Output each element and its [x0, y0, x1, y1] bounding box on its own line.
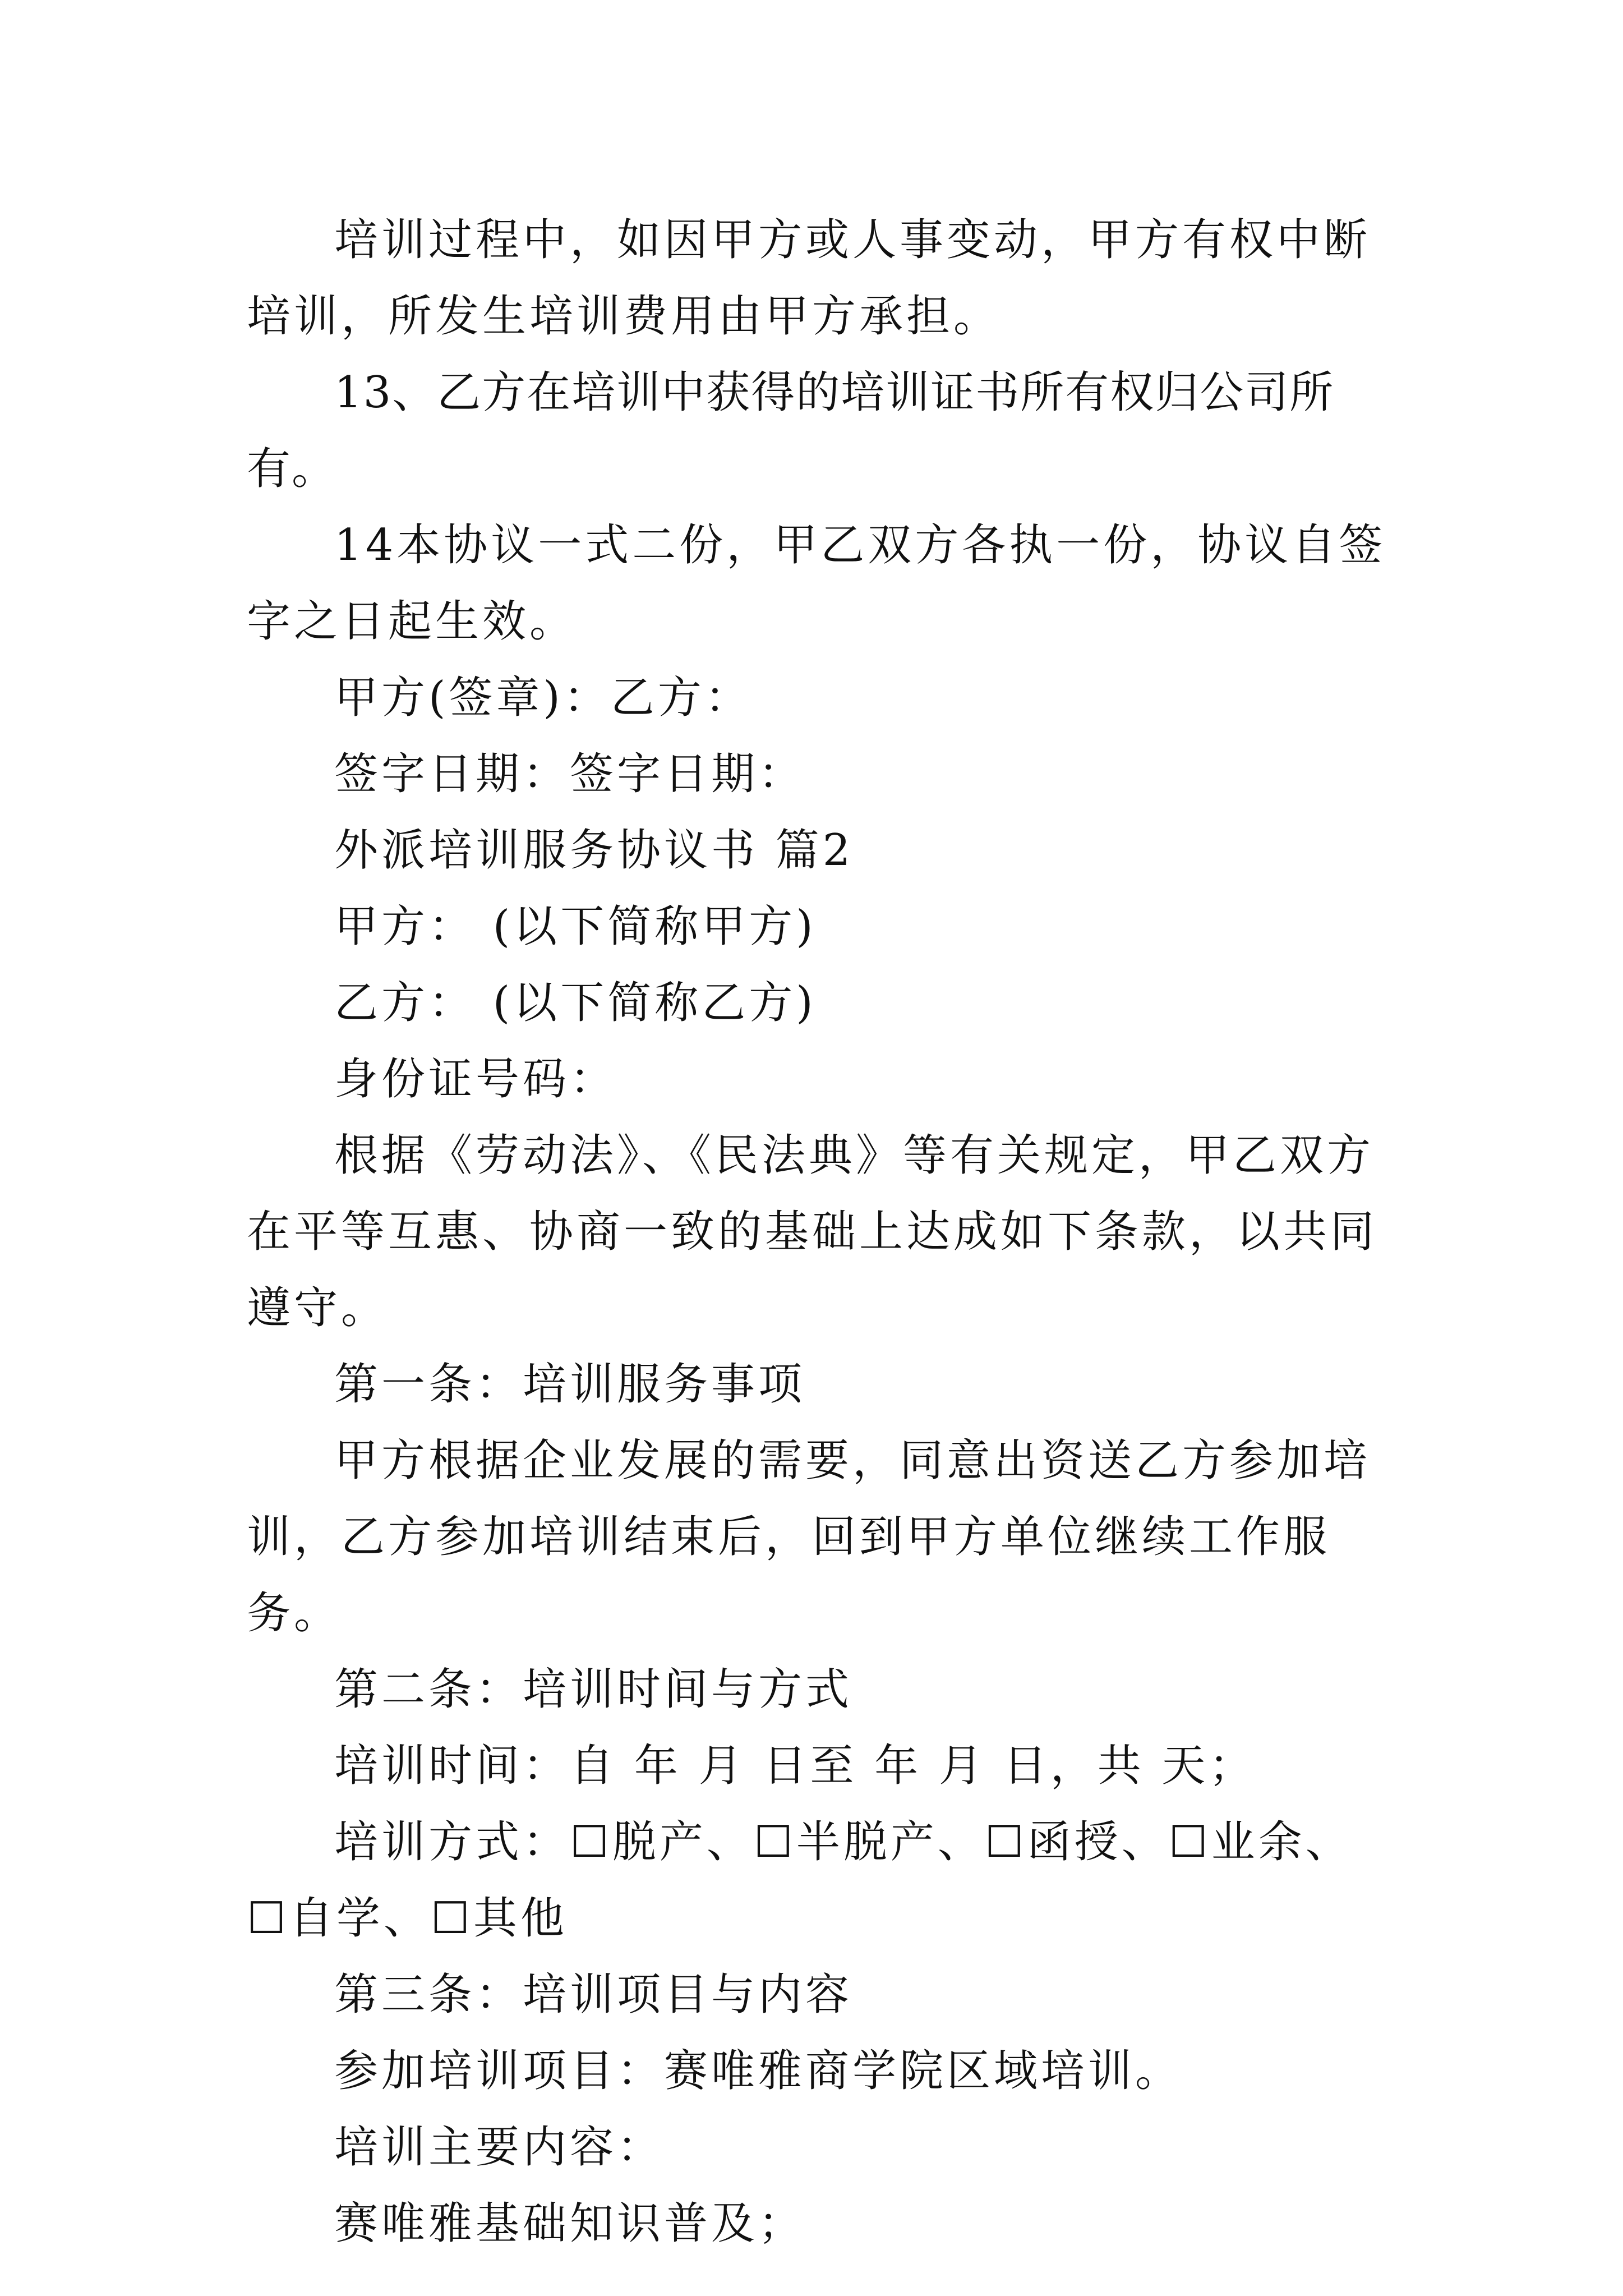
- section-title: 外派培训服务协议书 篇2: [334, 825, 854, 876]
- paragraph-legal-basis: 根据《劳动法》、《民法典》等有关规定，甲乙双方在平等互惠、协商一致的基础上达成如下条款，以共同遵守。: [247, 1130, 1378, 1333]
- article-1-heading: 第一条：培训服务事项: [334, 1359, 806, 1410]
- training-time-line: 培训时间：自 年 月 日至 年 月 日，共 天；: [334, 1741, 1256, 1791]
- training-content-item-1: 赛唯雅基础知识普及；: [334, 2198, 806, 2249]
- paragraph-clause-13: 13、乙方在培训中获得的培训证书所有权归公司所有。: [247, 367, 1335, 494]
- paragraph-clause-14: 14本协议一式二份，甲乙双方各执一份，协议自签字之日起生效。: [247, 520, 1386, 647]
- article-1-body: 甲方根据企业发展的需要，同意出资送乙方参加培训，乙方参加培训结束后，回到甲方单位继续工作服务。: [247, 1435, 1371, 1639]
- id-number-line: 身份证号码：: [334, 1054, 617, 1105]
- training-method-line: 培训方式：☐脱产、☐半脱产、☐函授、☐业余、☐自学、☐其他: [247, 1817, 1353, 1944]
- signature-parties-line: 甲方(签章)：乙方：: [334, 673, 752, 723]
- signature-date-line: 签字日期：签字日期：: [334, 749, 806, 799]
- training-project-line: 参加培训项目：赛唯雅商学院区域培训。: [334, 2046, 1183, 2096]
- article-3-heading: 第三条：培训项目与内容: [334, 1970, 853, 2020]
- party-b-line: 乙方： (以下简称乙方): [334, 978, 817, 1028]
- document-body: [247, 202, 1391, 2262]
- party-a-line: 甲方： (以下简称甲方): [334, 901, 817, 952]
- training-content-heading: 培训主要内容：: [334, 2122, 665, 2173]
- article-2-heading: 第二条：培训时间与方式: [334, 1664, 853, 1715]
- paragraph-training-interruption: 培训过程中，如因甲方或人事变动，甲方有权中断培训，所发生培训费用由甲方承担。: [247, 215, 1371, 342]
